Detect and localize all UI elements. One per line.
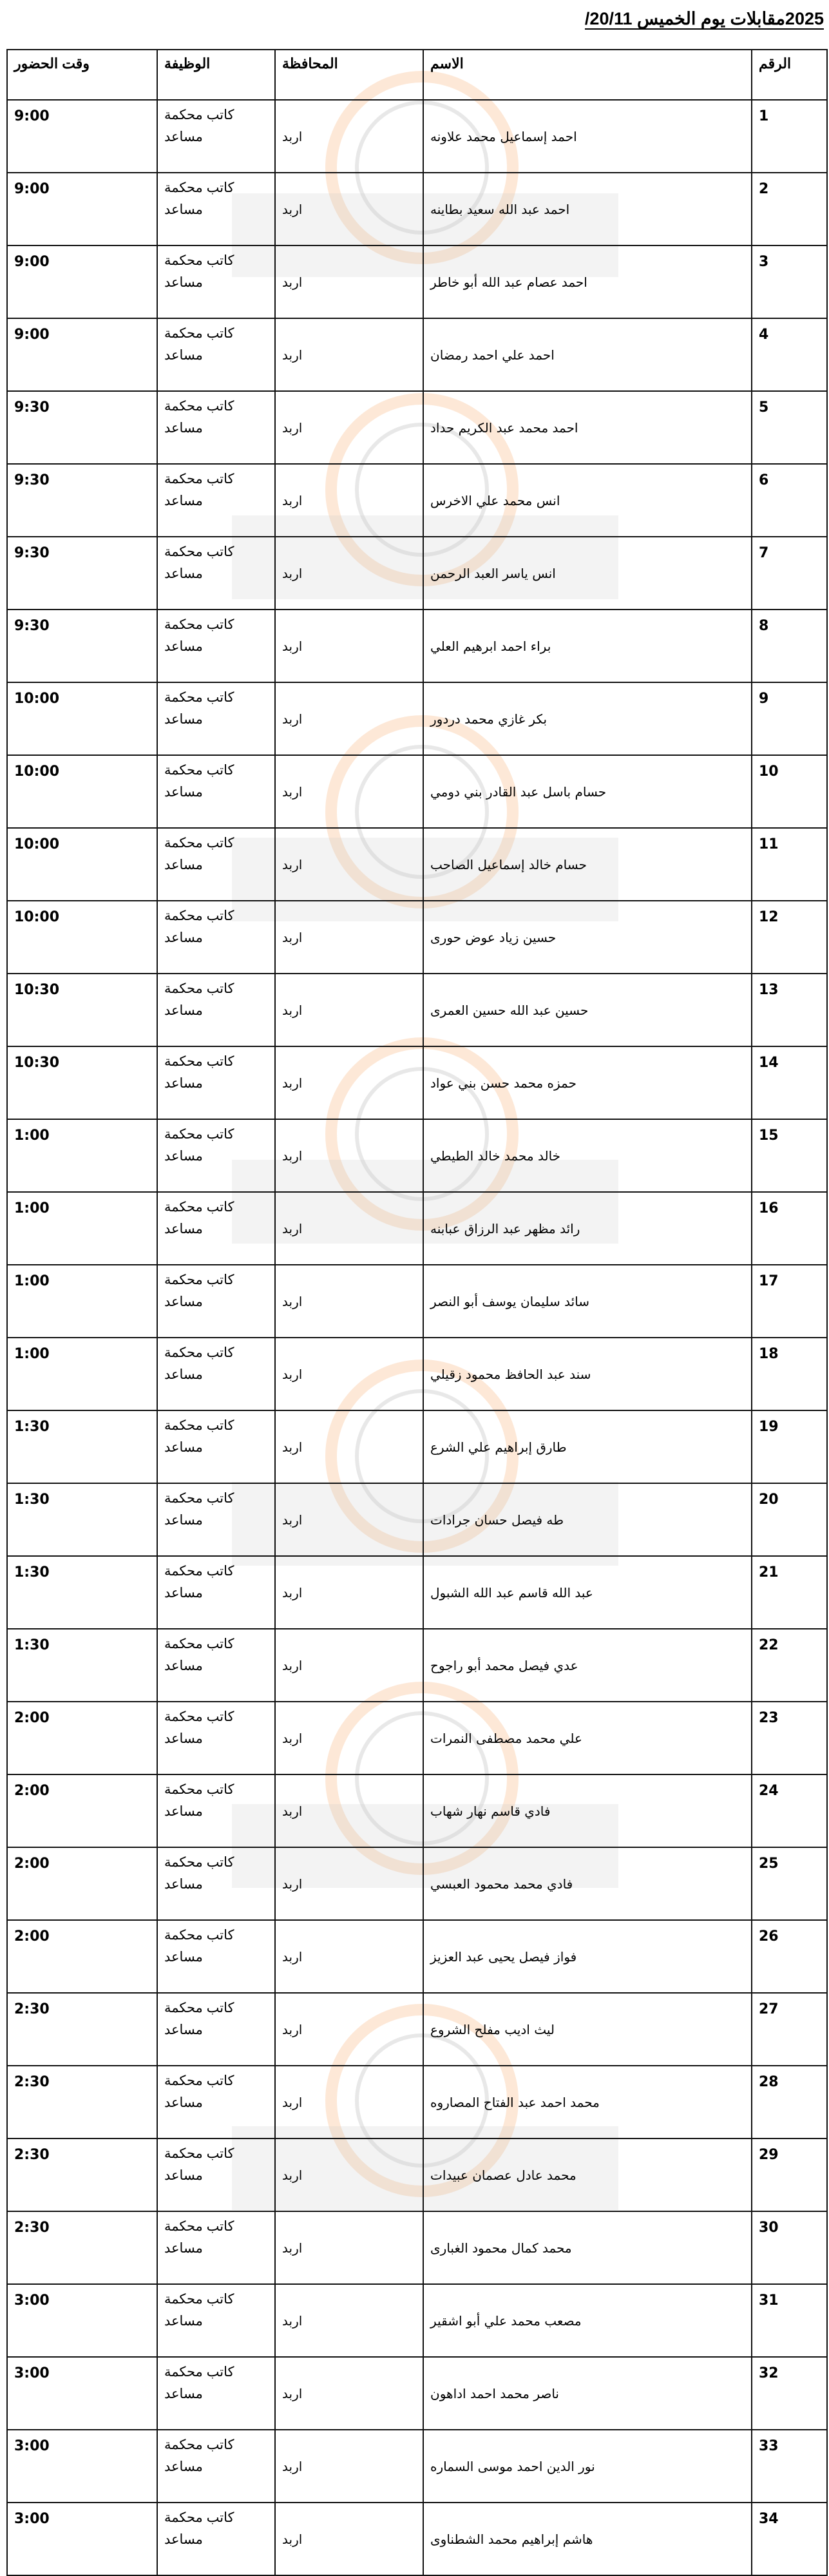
- applicant-name: خالد محمد خالد الطيطي: [423, 1119, 752, 1192]
- applicant-name: انس ياسر العبد الرحمن: [423, 537, 752, 610]
- job-line-1: كاتب محكمة: [164, 1564, 234, 1579]
- governorate: اربد: [275, 974, 423, 1046]
- governorate: اربد: [275, 1629, 423, 1702]
- governorate: اربد: [275, 173, 423, 245]
- job-line-1: كاتب محكمة: [164, 2073, 234, 2088]
- job-line-2: مساعد: [164, 2168, 203, 2183]
- job-line-2: مساعد: [164, 785, 203, 800]
- row-number: 5: [752, 391, 827, 464]
- attendance-time: 1:30: [7, 1629, 157, 1702]
- row-number: 29: [752, 2139, 827, 2211]
- table-row: [7, 1192, 827, 1265]
- job-line-1: كاتب محكمة: [164, 399, 234, 414]
- table-row: [7, 2357, 827, 2430]
- job-line-1: كاتب محكمة: [164, 763, 234, 778]
- job-title: [157, 1847, 275, 1920]
- job-title: [157, 2357, 275, 2430]
- table-row: [7, 2211, 827, 2284]
- attendance-time: 1:00: [7, 1265, 157, 1338]
- table-row: [7, 1338, 827, 1410]
- job-line-1: كاتب محكمة: [164, 326, 234, 341]
- table-row: [7, 682, 827, 755]
- header-governorate: المحافظة: [275, 50, 423, 100]
- row-number: 33: [752, 2430, 827, 2503]
- applicant-name: عدي فيصل محمد أبو راجوح: [423, 1629, 752, 1702]
- job-title: [157, 537, 275, 610]
- row-number: 21: [752, 1556, 827, 1629]
- job-title: [157, 391, 275, 464]
- job-line-2: مساعد: [164, 1731, 203, 1746]
- row-number: 15: [752, 1119, 827, 1192]
- header-time: وقت الحضور: [7, 50, 157, 100]
- attendance-time: 2:00: [7, 1920, 157, 1993]
- row-number: 10: [752, 755, 827, 828]
- attendance-time: 2:30: [7, 2211, 157, 2284]
- governorate: اربد: [275, 1556, 423, 1629]
- applicant-name: طارق إبراهيم علي الشرع: [423, 1410, 752, 1483]
- attendance-time: 2:30: [7, 2139, 157, 2211]
- job-title: [157, 1629, 275, 1702]
- job-title: [157, 1046, 275, 1119]
- job-title: [157, 974, 275, 1046]
- job-line-1: كاتب محكمة: [164, 1709, 234, 1724]
- job-title: [157, 2211, 275, 2284]
- row-number: 8: [752, 610, 827, 682]
- job-line-1: كاتب محكمة: [164, 1637, 234, 1651]
- row-number: 25: [752, 1847, 827, 1920]
- job-title: [157, 901, 275, 974]
- job-line-1: كاتب محكمة: [164, 2219, 234, 2234]
- row-number: 9: [752, 682, 827, 755]
- job-line-1: كاتب محكمة: [164, 1855, 234, 1870]
- attendance-time: 9:00: [7, 100, 157, 173]
- governorate: اربد: [275, 1265, 423, 1338]
- row-number: 7: [752, 537, 827, 610]
- applicant-name: نور الدين احمد موسى السماره: [423, 2430, 752, 2503]
- job-line-1: كاتب محكمة: [164, 108, 234, 122]
- applicant-name: هاشم إبراهيم محمد الشطناوى: [423, 2503, 752, 2575]
- job-line-2: مساعد: [164, 348, 203, 363]
- job-line-2: مساعد: [164, 712, 203, 727]
- job-title: [157, 1920, 275, 1993]
- table-row: [7, 1556, 827, 1629]
- applicant-name: براء احمد ابرهيم العلي: [423, 610, 752, 682]
- table-row: [7, 1483, 827, 1556]
- governorate: اربد: [275, 901, 423, 974]
- job-title: [157, 1338, 275, 1410]
- attendance-time: 1:00: [7, 1338, 157, 1410]
- table-row: [7, 2430, 827, 2503]
- job-line-1: كاتب محكمة: [164, 1782, 234, 1797]
- table-row: [7, 974, 827, 1046]
- job-line-1: كاتب محكمة: [164, 472, 234, 486]
- attendance-time: 1:30: [7, 1483, 157, 1556]
- row-number: 28: [752, 2066, 827, 2139]
- applicant-name: مصعب محمد علي أبو اشقير: [423, 2284, 752, 2357]
- job-line-2: مساعد: [164, 1440, 203, 1455]
- job-line-1: كاتب محكمة: [164, 1345, 234, 1360]
- job-line-2: مساعد: [164, 494, 203, 508]
- table-row: [7, 1629, 827, 1702]
- attendance-time: 3:00: [7, 2430, 157, 2503]
- applicant-name: احمد عبد الله سعيد بطاينه: [423, 173, 752, 245]
- job-line-2: مساعد: [164, 2023, 203, 2037]
- job-line-1: كاتب محكمة: [164, 981, 234, 996]
- governorate: اربد: [275, 2139, 423, 2211]
- job-line-2: مساعد: [164, 1149, 203, 1164]
- attendance-time: 9:30: [7, 391, 157, 464]
- table-row: [7, 1119, 827, 1192]
- applicant-name: انس محمد علي الاخرس: [423, 464, 752, 537]
- attendance-time: 9:00: [7, 173, 157, 245]
- job-title: [157, 2139, 275, 2211]
- job-line-2: مساعد: [164, 1367, 203, 1382]
- attendance-time: 9:30: [7, 610, 157, 682]
- attendance-time: 10:00: [7, 755, 157, 828]
- applicant-name: سند عبد الحافظ محمود زقيلي: [423, 1338, 752, 1410]
- job-title: [157, 1702, 275, 1774]
- applicant-name: حسين زياد عوض حورى: [423, 901, 752, 974]
- applicant-name: محمد عادل عصمان عبيدات: [423, 2139, 752, 2211]
- row-number: 4: [752, 318, 827, 391]
- attendance-time: 3:00: [7, 2503, 157, 2575]
- governorate: اربد: [275, 828, 423, 901]
- applicant-name: احمد إسماعيل محمد علاونه: [423, 100, 752, 173]
- attendance-time: 10:00: [7, 828, 157, 901]
- table-row: [7, 1847, 827, 1920]
- attendance-time: 2:00: [7, 1774, 157, 1847]
- job-title: [157, 173, 275, 245]
- row-number: 1: [752, 100, 827, 173]
- governorate: اربد: [275, 1192, 423, 1265]
- job-line-1: كاتب محكمة: [164, 2510, 234, 2525]
- job-title: [157, 2284, 275, 2357]
- table-row: [7, 173, 827, 245]
- job-line-1: كاتب محكمة: [164, 253, 234, 268]
- row-number: 22: [752, 1629, 827, 1702]
- table-row: [7, 2284, 827, 2357]
- job-line-1: كاتب محكمة: [164, 690, 234, 705]
- job-line-2: مساعد: [164, 421, 203, 436]
- table-header-row: [7, 50, 827, 100]
- job-line-2: مساعد: [164, 2314, 203, 2329]
- attendance-time: 10:30: [7, 974, 157, 1046]
- job-title: [157, 2430, 275, 2503]
- job-line-2: مساعد: [164, 275, 203, 290]
- governorate: اربد: [275, 1920, 423, 1993]
- job-title: [157, 1556, 275, 1629]
- job-line-1: كاتب محكمة: [164, 2437, 234, 2452]
- attendance-time: 1:30: [7, 1410, 157, 1483]
- attendance-time: 9:00: [7, 318, 157, 391]
- row-number: 11: [752, 828, 827, 901]
- applicant-name: احمد محمد عبد الكريم حداد: [423, 391, 752, 464]
- job-line-1: كاتب محكمة: [164, 908, 234, 923]
- table-row: [7, 245, 827, 318]
- row-number: 24: [752, 1774, 827, 1847]
- job-line-2: مساعد: [164, 1076, 203, 1091]
- attendance-time: 1:00: [7, 1192, 157, 1265]
- job-line-2: مساعد: [164, 2387, 203, 2401]
- row-number: 12: [752, 901, 827, 974]
- governorate: اربد: [275, 1847, 423, 1920]
- job-line-2: مساعد: [164, 2241, 203, 2256]
- table-row: [7, 1774, 827, 1847]
- governorate: اربد: [275, 682, 423, 755]
- job-title: [157, 755, 275, 828]
- table-row: [7, 1265, 827, 1338]
- governorate: اربد: [275, 1338, 423, 1410]
- interview-table: [6, 49, 828, 2576]
- row-number: 3: [752, 245, 827, 318]
- row-number: 27: [752, 1993, 827, 2066]
- applicant-name: محمد احمد عبد الفتاح المصاروه: [423, 2066, 752, 2139]
- applicant-name: فواز فيصل يحيى عبد العزيز: [423, 1920, 752, 1993]
- row-number: 19: [752, 1410, 827, 1483]
- governorate: اربد: [275, 100, 423, 173]
- attendance-time: 2:30: [7, 1993, 157, 2066]
- applicant-name: حسام خالد إسماعيل الصاحب: [423, 828, 752, 901]
- row-number: 32: [752, 2357, 827, 2430]
- applicant-name: عبد الله قاسم عبد الله الشبول: [423, 1556, 752, 1629]
- row-number: 17: [752, 1265, 827, 1338]
- job-title: [157, 1483, 275, 1556]
- job-line-1: كاتب محكمة: [164, 1200, 234, 1215]
- governorate: اربد: [275, 1702, 423, 1774]
- governorate: اربد: [275, 1483, 423, 1556]
- attendance-time: 3:00: [7, 2357, 157, 2430]
- attendance-time: 10:00: [7, 682, 157, 755]
- attendance-time: 9:30: [7, 464, 157, 537]
- applicant-name: فادي قاسم نهار شهاب: [423, 1774, 752, 1847]
- table-row: [7, 828, 827, 901]
- applicant-name: فادي محمد محمود العبسي: [423, 1847, 752, 1920]
- governorate: اربد: [275, 2284, 423, 2357]
- job-line-2: مساعد: [164, 1513, 203, 1528]
- job-line-2: مساعد: [164, 1294, 203, 1309]
- job-line-1: كاتب محكمة: [164, 1127, 234, 1142]
- governorate: اربد: [275, 1410, 423, 1483]
- governorate: اربد: [275, 1119, 423, 1192]
- governorate: اربد: [275, 1774, 423, 1847]
- job-line-2: مساعد: [164, 1003, 203, 1018]
- job-title: [157, 245, 275, 318]
- job-title: [157, 2503, 275, 2575]
- job-line-2: مساعد: [164, 2095, 203, 2110]
- attendance-time: 10:00: [7, 901, 157, 974]
- job-title: [157, 1265, 275, 1338]
- governorate: اربد: [275, 318, 423, 391]
- page-title: 2025مقابلات يوم الخميس 20/11/: [584, 9, 824, 28]
- job-line-1: كاتب محكمة: [164, 2146, 234, 2161]
- job-line-2: مساعد: [164, 2532, 203, 2547]
- job-line-1: كاتب محكمة: [164, 180, 234, 195]
- table-row: [7, 1046, 827, 1119]
- attendance-time: 9:00: [7, 245, 157, 318]
- job-line-1: كاتب محكمة: [164, 836, 234, 851]
- row-number: 31: [752, 2284, 827, 2357]
- job-line-1: كاتب محكمة: [164, 1273, 234, 1287]
- table-row: [7, 537, 827, 610]
- row-number: 20: [752, 1483, 827, 1556]
- governorate: اربد: [275, 755, 423, 828]
- governorate: اربد: [275, 245, 423, 318]
- table-row: [7, 464, 827, 537]
- job-title: [157, 100, 275, 173]
- applicant-name: بكر غازي محمد دردور: [423, 682, 752, 755]
- governorate: اربد: [275, 610, 423, 682]
- attendance-time: 3:00: [7, 2284, 157, 2357]
- job-title: [157, 1119, 275, 1192]
- row-number: 23: [752, 1702, 827, 1774]
- job-title: [157, 2066, 275, 2139]
- applicant-name: احمد عصام عبد الله أبو خاطر: [423, 245, 752, 318]
- job-line-2: مساعد: [164, 858, 203, 872]
- row-number: 16: [752, 1192, 827, 1265]
- attendance-time: 2:30: [7, 2066, 157, 2139]
- job-line-1: كاتب محكمة: [164, 1491, 234, 1506]
- attendance-time: 2:00: [7, 1702, 157, 1774]
- job-line-2: مساعد: [164, 930, 203, 945]
- governorate: اربد: [275, 391, 423, 464]
- job-line-2: مساعد: [164, 202, 203, 217]
- attendance-time: 9:30: [7, 537, 157, 610]
- job-title: [157, 464, 275, 537]
- job-line-2: مساعد: [164, 1658, 203, 1673]
- job-line-2: مساعد: [164, 1877, 203, 1892]
- job-line-1: كاتب محكمة: [164, 2001, 234, 2015]
- table-row: [7, 1993, 827, 2066]
- table-row: [7, 100, 827, 173]
- table-row: [7, 1920, 827, 1993]
- table-row: [7, 1410, 827, 1483]
- applicant-name: سائد سليمان يوسف أبو النصر: [423, 1265, 752, 1338]
- job-line-1: كاتب محكمة: [164, 1928, 234, 1943]
- attendance-time: 2:00: [7, 1847, 157, 1920]
- row-number: 13: [752, 974, 827, 1046]
- job-line-2: مساعد: [164, 1804, 203, 1819]
- job-line-1: كاتب محكمة: [164, 617, 234, 632]
- governorate: اربد: [275, 464, 423, 537]
- job-line-2: مساعد: [164, 1222, 203, 1236]
- job-line-2: مساعد: [164, 1950, 203, 1965]
- table-row: [7, 2139, 827, 2211]
- applicant-name: حسام باسل عبد القادر بني دومي: [423, 755, 752, 828]
- job-line-2: مساعد: [164, 130, 203, 144]
- governorate: اربد: [275, 2430, 423, 2503]
- applicant-name: ليث اديب مفلح الشروع: [423, 1993, 752, 2066]
- job-line-1: كاتب محكمة: [164, 2365, 234, 2379]
- table-row: [7, 391, 827, 464]
- applicant-name: علي محمد مصطفى النمرات: [423, 1702, 752, 1774]
- table-row: [7, 901, 827, 974]
- header-job: الوظيفة: [157, 50, 275, 100]
- row-number: 34: [752, 2503, 827, 2575]
- row-number: 30: [752, 2211, 827, 2284]
- attendance-time: 10:30: [7, 1046, 157, 1119]
- job-title: [157, 318, 275, 391]
- table-row: [7, 610, 827, 682]
- applicant-name: طه فيصل حسان جرادات: [423, 1483, 752, 1556]
- job-title: [157, 1192, 275, 1265]
- table-row: [7, 318, 827, 391]
- job-line-1: كاتب محكمة: [164, 1054, 234, 1069]
- table-row: [7, 2066, 827, 2139]
- header-number: الرقم: [752, 50, 827, 100]
- job-line-1: كاتب محكمة: [164, 2292, 234, 2307]
- applicant-name: رائد مظهر عبد الرزاق عبابنه: [423, 1192, 752, 1265]
- job-title: [157, 828, 275, 901]
- row-number: 14: [752, 1046, 827, 1119]
- applicant-name: حسين عبد الله حسين العمرى: [423, 974, 752, 1046]
- attendance-time: 1:00: [7, 1119, 157, 1192]
- applicant-name: احمد علي احمد رمضان: [423, 318, 752, 391]
- job-line-2: مساعد: [164, 566, 203, 581]
- table-row: [7, 2503, 827, 2575]
- row-number: 18: [752, 1338, 827, 1410]
- attendance-time: 1:30: [7, 1556, 157, 1629]
- table-row: [7, 1702, 827, 1774]
- job-line-2: مساعد: [164, 2459, 203, 2474]
- applicant-name: محمد كمال محمود الغبارى: [423, 2211, 752, 2284]
- job-title: [157, 682, 275, 755]
- job-title: [157, 610, 275, 682]
- governorate: اربد: [275, 1993, 423, 2066]
- governorate: اربد: [275, 2357, 423, 2430]
- job-title: [157, 1410, 275, 1483]
- row-number: 2: [752, 173, 827, 245]
- applicant-name: حمزه محمد حسن بني عواد: [423, 1046, 752, 1119]
- governorate: اربد: [275, 537, 423, 610]
- governorate: اربد: [275, 2503, 423, 2575]
- job-title: [157, 1774, 275, 1847]
- job-title: [157, 1993, 275, 2066]
- header-name: الاسم: [423, 50, 752, 100]
- row-number: 26: [752, 1920, 827, 1993]
- governorate: اربد: [275, 2211, 423, 2284]
- job-line-1: كاتب محكمة: [164, 544, 234, 559]
- applicant-name: ناصر محمد احمد اداهون: [423, 2357, 752, 2430]
- job-line-2: مساعد: [164, 1586, 203, 1600]
- governorate: اربد: [275, 2066, 423, 2139]
- table-row: [7, 755, 827, 828]
- governorate: اربد: [275, 1046, 423, 1119]
- job-line-1: كاتب محكمة: [164, 1418, 234, 1433]
- row-number: 6: [752, 464, 827, 537]
- job-line-2: مساعد: [164, 639, 203, 654]
